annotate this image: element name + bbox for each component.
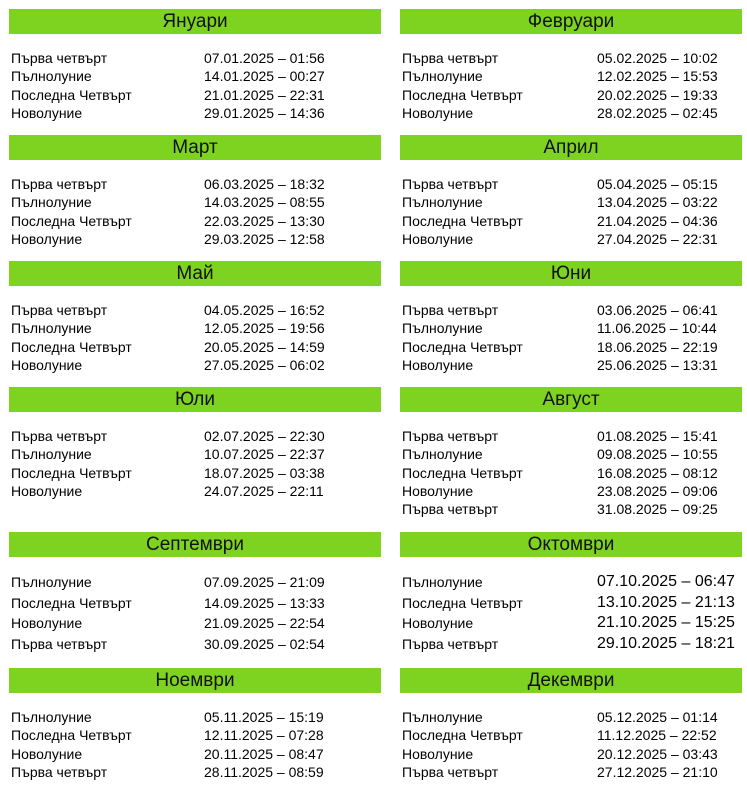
phase-label: Новолуние	[11, 615, 83, 632]
phase-datetime: 04.05.2025 – 16:52	[204, 302, 325, 318]
table-row	[400, 86, 742, 104]
phase-label: Новолуние	[402, 745, 474, 762]
table-row	[9, 708, 381, 726]
month-title: Октомври	[400, 532, 742, 557]
phase-label: Последна Четвърт	[402, 727, 523, 744]
phase-datetime: 27.12.2025 – 21:10	[597, 763, 718, 780]
phase-datetime: 24.07.2025 – 22:11	[204, 482, 324, 499]
phase-label: Последна Четвърт	[11, 86, 132, 103]
phase-datetime: 29.03.2025 – 12:58	[204, 230, 325, 247]
phase-label: Последна Четвърт	[11, 594, 132, 611]
phase-datetime: 09.08.2025 – 10:55	[597, 446, 718, 463]
phase-datetime: 21.10.2025 – 15:25	[597, 614, 735, 632]
phase-datetime: 28.02.2025 – 02:45	[597, 104, 718, 121]
phase-datetime: 12.11.2025 – 07:28	[204, 727, 324, 744]
phase-datetime: 06.03.2025 – 18:32	[204, 176, 325, 192]
phase-label: Пълнолуние	[11, 68, 92, 85]
table-row	[400, 572, 742, 593]
phase-label: Пълнолуние	[11, 446, 92, 463]
month-block-february	[400, 9, 742, 122]
month-block-april	[400, 135, 742, 248]
table-row	[9, 427, 381, 445]
moon-phase-list	[9, 301, 381, 374]
phase-label: Първа четвърт	[402, 50, 499, 66]
table-row	[9, 193, 381, 211]
phase-label: Първа четвърт	[402, 636, 499, 653]
table-row	[400, 500, 742, 518]
phase-label: Новолуние	[11, 745, 83, 762]
phase-label: Новолуние	[11, 230, 83, 247]
phase-label: Последна Четвърт	[402, 86, 523, 103]
phase-label: Пълнолуние	[402, 68, 483, 85]
table-row	[9, 763, 381, 781]
phase-datetime: 16.08.2025 – 08:12	[597, 464, 718, 481]
phase-label: Първа четвърт	[402, 428, 499, 444]
table-row	[9, 86, 381, 104]
table-row	[400, 593, 742, 614]
month-title: Април	[400, 135, 742, 160]
phase-datetime: 12.02.2025 – 15:53	[597, 68, 718, 85]
table-row	[400, 67, 742, 85]
phase-datetime: 21.09.2025 – 22:54	[204, 615, 325, 632]
month-block-june	[400, 261, 742, 374]
phase-datetime: 12.05.2025 – 19:56	[204, 320, 325, 337]
month-title: Март	[9, 135, 381, 160]
phase-datetime: 14.09.2025 – 13:33	[204, 594, 325, 611]
phase-datetime: 13.04.2025 – 03:22	[597, 194, 718, 211]
phase-label: Последна Четвърт	[402, 464, 523, 481]
phase-datetime: 29.01.2025 – 14:36	[204, 104, 325, 121]
phase-datetime: 05.11.2025 – 15:19	[204, 709, 324, 725]
table-row	[400, 230, 742, 248]
month-block-march	[9, 135, 381, 248]
phase-label: Последна Четвърт	[402, 338, 523, 355]
phase-datetime: 29.10.2025 – 18:21	[597, 635, 735, 653]
table-row	[400, 175, 742, 193]
month-title: Юли	[9, 387, 381, 412]
phase-label: Новолуние	[402, 615, 474, 632]
phase-label: Първа четвърт	[11, 428, 108, 444]
table-row	[400, 356, 742, 374]
month-block-december	[400, 668, 742, 781]
month-title: Ноември	[9, 668, 381, 693]
table-row	[9, 104, 381, 122]
phase-datetime: 31.08.2025 – 09:25	[597, 501, 718, 518]
month-block-july	[9, 387, 381, 500]
phase-label: Последна Четвърт	[11, 464, 132, 481]
table-row	[9, 49, 381, 67]
phase-datetime: 27.05.2025 – 06:02	[204, 356, 325, 373]
phase-datetime: 30.09.2025 – 02:54	[204, 636, 325, 653]
table-row	[400, 482, 742, 500]
table-row	[9, 593, 381, 614]
phase-datetime: 21.04.2025 – 04:36	[597, 212, 718, 229]
table-row	[9, 745, 381, 763]
moon-phase-list	[400, 708, 742, 781]
phase-datetime: 18.07.2025 – 03:38	[204, 464, 325, 481]
phase-label: Пълнолуние	[11, 194, 92, 211]
phase-label: Новолуние	[402, 356, 474, 373]
month-title: Септември	[9, 532, 381, 557]
month-block-may	[9, 261, 381, 374]
phase-label: Първа четвърт	[402, 501, 499, 518]
phase-datetime: 14.01.2025 – 00:27	[204, 68, 325, 85]
moon-phase-list	[400, 175, 742, 248]
table-row	[9, 212, 381, 230]
phase-datetime: 05.12.2025 – 01:14	[597, 709, 718, 725]
table-row	[9, 634, 381, 655]
table-row	[400, 763, 742, 781]
month-title: Декември	[400, 668, 742, 693]
moon-phase-list	[400, 301, 742, 374]
phase-datetime: 20.05.2025 – 14:59	[204, 338, 325, 355]
phase-datetime: 22.03.2025 – 13:30	[204, 212, 325, 229]
phase-datetime: 25.06.2025 – 13:31	[597, 356, 718, 373]
phase-datetime: 27.04.2025 – 22:31	[597, 230, 718, 247]
phase-datetime: 20.12.2025 – 03:43	[597, 745, 718, 762]
table-row	[400, 319, 742, 337]
phase-label: Пълнолуние	[11, 574, 92, 590]
table-row	[9, 319, 381, 337]
phase-datetime: 20.02.2025 – 19:33	[597, 86, 718, 103]
table-row	[400, 726, 742, 744]
table-row	[9, 445, 381, 463]
table-row	[400, 212, 742, 230]
moon-phase-list	[9, 708, 381, 781]
moon-phase-list	[400, 572, 742, 655]
phase-datetime: 11.06.2025 – 10:44	[597, 320, 717, 337]
table-row	[400, 745, 742, 763]
table-row	[400, 104, 742, 122]
phase-label: Първа четвърт	[11, 636, 108, 653]
phase-label: Пълнолуние	[402, 709, 483, 725]
table-row	[400, 708, 742, 726]
month-block-september	[9, 532, 381, 655]
table-row	[400, 301, 742, 319]
phase-label: Първа четвърт	[402, 176, 499, 192]
moon-phase-list	[9, 49, 381, 122]
table-row	[400, 49, 742, 67]
phase-datetime: 20.11.2025 – 08:47	[204, 745, 324, 762]
month-title: Май	[9, 261, 381, 286]
month-title: Февруари	[400, 9, 742, 34]
moon-phase-list	[9, 427, 381, 500]
month-block-january	[9, 9, 381, 122]
phase-label: Пълнолуние	[402, 574, 483, 590]
phase-datetime: 11.12.2025 – 22:52	[597, 727, 717, 744]
phase-datetime: 18.06.2025 – 22:19	[597, 338, 718, 355]
phase-datetime: 13.10.2025 – 21:13	[597, 593, 735, 611]
table-row	[9, 356, 381, 374]
phase-datetime: 21.01.2025 – 22:31	[204, 86, 325, 103]
table-row	[400, 464, 742, 482]
phase-datetime: 07.09.2025 – 21:09	[204, 574, 325, 590]
month-title: Юни	[400, 261, 742, 286]
month-block-november	[9, 668, 381, 781]
table-row	[9, 726, 381, 744]
phase-label: Последна Четвърт	[11, 338, 132, 355]
phase-label: Първа четвърт	[11, 302, 108, 318]
phase-label: Първа четвърт	[11, 50, 108, 66]
phase-label: Пълнолуние	[11, 709, 92, 725]
phase-label: Новолуние	[402, 104, 474, 121]
phase-label: Последна Четвърт	[402, 594, 523, 611]
phase-datetime: 14.03.2025 – 08:55	[204, 194, 325, 211]
phase-datetime: 10.07.2025 – 22:37	[204, 446, 325, 463]
moon-phase-list	[400, 49, 742, 122]
phase-label: Пълнолуние	[402, 194, 483, 211]
table-row	[9, 572, 381, 593]
phase-datetime: 02.07.2025 – 22:30	[204, 428, 325, 444]
month-block-october	[400, 532, 742, 655]
moon-phase-list	[9, 175, 381, 248]
phase-datetime: 07.01.2025 – 01:56	[204, 50, 325, 66]
table-row	[9, 338, 381, 356]
table-row	[9, 230, 381, 248]
phase-label: Последна Четвърт	[11, 212, 132, 229]
phase-datetime: 05.04.2025 – 05:15	[597, 176, 718, 192]
month-title: Януари	[9, 9, 381, 34]
table-row	[9, 464, 381, 482]
table-row	[400, 613, 742, 634]
phase-label: Първа четвърт	[402, 763, 499, 780]
phase-datetime: 07.10.2025 – 06:47	[597, 573, 735, 590]
phase-label: Последна Четвърт	[402, 212, 523, 229]
table-row	[9, 482, 381, 500]
phase-label: Пълнолуние	[11, 320, 92, 337]
phase-label: Пълнолуние	[402, 446, 483, 463]
table-row	[400, 427, 742, 445]
phase-datetime: 23.08.2025 – 09:06	[597, 482, 718, 499]
moon-phase-list	[9, 572, 381, 655]
phase-datetime: 05.02.2025 – 10:02	[597, 50, 718, 66]
phase-label: Новолуние	[11, 104, 83, 121]
month-title: Август	[400, 387, 742, 412]
table-row	[400, 634, 742, 655]
phase-label: Пълнолуние	[402, 320, 483, 337]
table-row	[400, 338, 742, 356]
phase-label: Новолуние	[11, 482, 83, 499]
table-row	[9, 67, 381, 85]
table-row	[9, 175, 381, 193]
phase-label: Последна Четвърт	[11, 727, 132, 744]
table-row	[9, 613, 381, 634]
table-row	[9, 301, 381, 319]
phase-label: Новолуние	[402, 482, 474, 499]
month-block-august	[400, 387, 742, 518]
phase-datetime: 01.08.2025 – 15:41	[597, 428, 718, 444]
phase-datetime: 28.11.2025 – 08:59	[204, 763, 324, 780]
phase-label: Новолуние	[11, 356, 83, 373]
table-row	[400, 445, 742, 463]
moon-phase-list	[400, 427, 742, 518]
phase-label: Първа четвърт	[11, 176, 108, 192]
phase-label: Първа четвърт	[402, 302, 499, 318]
phase-label: Първа четвърт	[11, 763, 108, 780]
phase-label: Новолуние	[402, 230, 474, 247]
phase-datetime: 03.06.2025 – 06:41	[597, 302, 718, 318]
table-row	[400, 193, 742, 211]
